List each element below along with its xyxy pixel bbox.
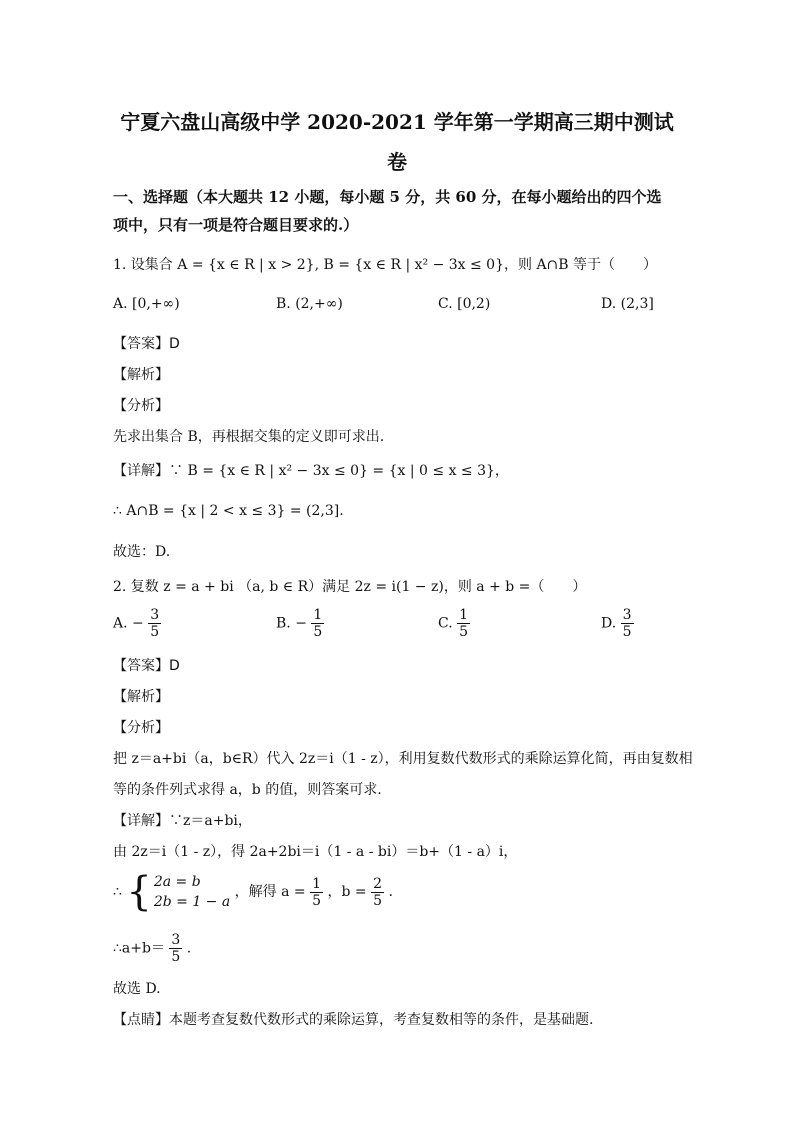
q2-jiexi: 【解析】	[113, 689, 169, 705]
q2-option-d: D. $\frac{3}{5}$	[601, 607, 632, 640]
q1-detail-1: 【详解】∵ B = {x ∈ R | x² − 3x ≤ 0} = {x | 0 ≤ x ≤ 3}，	[113, 463, 509, 479]
q1-answer: 【答案】D	[113, 336, 180, 352]
q2-detail-2: 由 2z＝i（1 - z），得 2a+2bi＝i（1 - a - bi）＝b+（1 - a）i，	[113, 844, 518, 860]
q1-option-b: B. (2,+∞)	[276, 296, 343, 312]
q1-jiexi: 【解析】	[113, 367, 169, 383]
section-heading: 一、选择题（本大题共 12 小题，每小题 5 分，共 60 分，在每小题给出的四个选	[113, 188, 662, 206]
doc-title: 宁夏六盘山高级中学 2020-2021 学年第一学期高三期中测试	[120, 110, 674, 134]
q2-stem: 2. 复数 z = a + bi （a, b ∈ R）满足 2z = i(1 − z)，则 a + b =（ ）	[113, 579, 587, 595]
fraction: $\frac{2}{5}$	[373, 875, 383, 909]
fraction: $\frac{3}{5}$	[150, 607, 160, 640]
q2-option-b: B. − $\frac{1}{5}$	[276, 607, 323, 640]
q2-equation-system: ∴ { 2a = b 2b = 1 − a ，解得 a = $\frac{1}{5}$ ，b = $\frac{2}{5}$ .	[113, 869, 393, 915]
q2-detail-1: 【详解】∵z＝a+bi，	[113, 813, 252, 829]
q1-option-a: A. [0,+∞)	[113, 296, 180, 312]
q1-choose: 故选：D.	[113, 544, 171, 560]
fraction: $\frac{1}{5}$	[312, 875, 322, 909]
q2-choose: 故选 D.	[113, 981, 161, 997]
doc-title-cont: 卷	[387, 150, 407, 174]
fraction: $\frac{3}{5}$	[622, 607, 632, 640]
fraction: $\frac{1}{5}$	[313, 607, 323, 640]
fraction: $\frac{1}{5}$	[459, 607, 469, 640]
q1-fenxi-text: 先求出集合 B，再根据交集的定义即可求出.	[113, 429, 385, 445]
fraction: $\frac{3}{5}$	[171, 932, 181, 965]
q1-stem: 1. 设集合 A = {x ∈ R | x > 2}, B = {x ∈ R | x² − 3x ≤ 0}，则 A∩B 等于（ ）	[113, 257, 658, 273]
q2-comment: 【点睛】本题考查复数代数形式的乘除运算，考查复数相等的条件，是基础题.	[113, 1012, 594, 1028]
q2-sum: ∴a+b＝ $\frac{3}{5}$ .	[113, 932, 192, 965]
q1-option-d: D. (2,3]	[601, 296, 654, 312]
q2-fenxi-text-1: 把 z＝a+bi（a，b∈R）代入 2z＝i（1 - z），利用复数代数形式的乘除运算化简，再由复数相	[113, 751, 693, 767]
equation-system: { 2a = b 2b = 1 − a	[126, 869, 231, 915]
q2-answer: 【答案】D	[113, 658, 180, 674]
q2-fenxi-text-2: 等的条件列式求得 a，b 的值，则答案可求.	[113, 782, 382, 798]
q2-option-c: C. $\frac{1}{5}$	[438, 607, 469, 640]
q2-fenxi: 【分析】	[113, 720, 169, 736]
q2-option-a: A. − $\frac{3}{5}$	[113, 607, 160, 640]
q1-detail-2: ∴ A∩B = {x | 2 < x ≤ 3} = (2,3].	[113, 503, 344, 519]
section-heading-cont: 项中，只有一项是符合题目要求的.）	[113, 216, 359, 234]
q1-option-c: C. [0,2)	[438, 296, 491, 312]
q1-fenxi: 【分析】	[113, 398, 169, 414]
